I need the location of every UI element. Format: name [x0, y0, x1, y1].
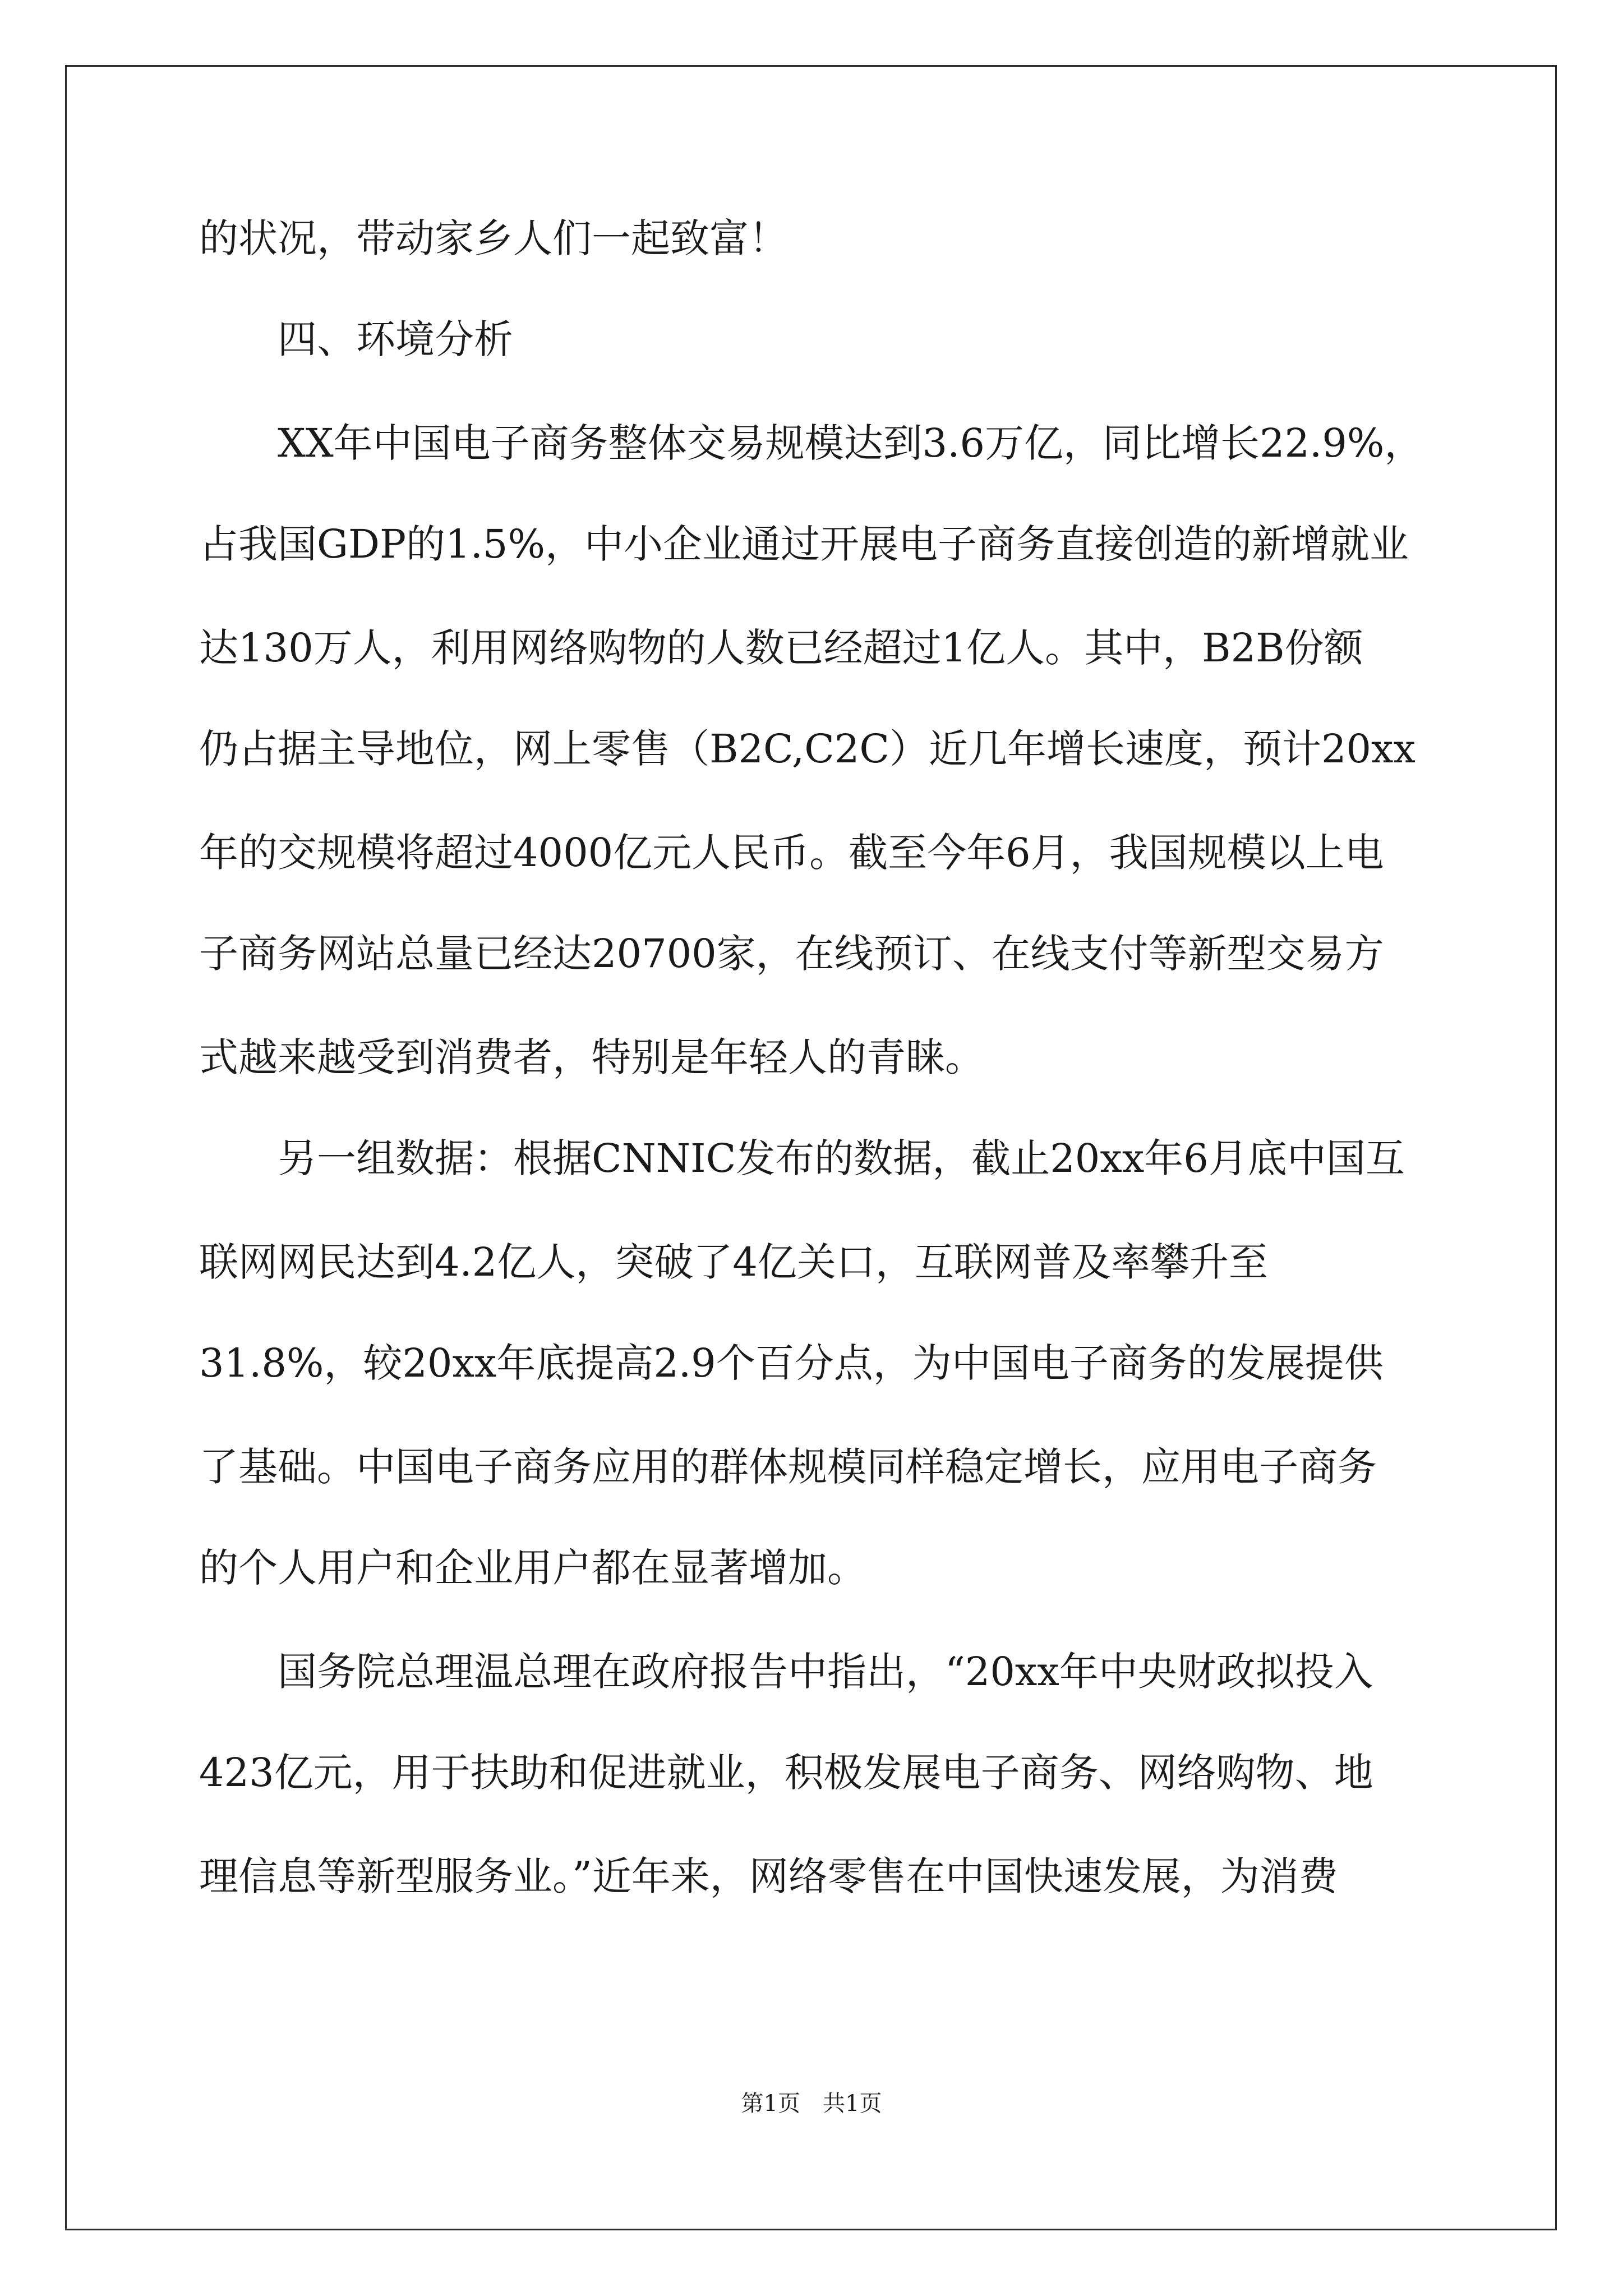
page-footer: 第1页 共1页 — [741, 2091, 882, 2116]
paragraph-line: XX年中国电子商务整体交易规模达到3.6万亿，同比增长22.9%， — [278, 420, 1424, 466]
paragraph-line: 子商务网站总量已经达20700家，在线预订、在线支付等新型交易方 — [199, 931, 1384, 977]
paragraph-line: 了基础。中国电子商务应用的群体规模同样稳定增长，应用电子商务 — [199, 1444, 1377, 1490]
paragraph-line: 年的交规模将超过4000亿元人民币。截至今年6月，我国规模以上电 — [199, 830, 1384, 876]
section-heading: 四、环境分析 — [278, 316, 513, 362]
paragraph-line: 理信息等新型服务业。”近年来，网络零售在中国快速发展，为消费 — [199, 1853, 1338, 1899]
paragraph-line: 联网网民达到4.2亿人，突破了4亿关口，互联网普及率攀升至 — [199, 1239, 1268, 1285]
paragraph-line: 国务院总理温总理在政府报告中指出，“20xx年中央财政拟投入 — [278, 1649, 1373, 1695]
paragraph-line: 423亿元，用于扶助和促进就业，积极发展电子商务、网络购物、地 — [199, 1750, 1373, 1796]
paragraph-line: 的个人用户和企业用户都在显著增加。 — [199, 1545, 866, 1591]
paragraph-line: 式越来越受到消费者，特别是年轻人的青睐。 — [199, 1034, 984, 1080]
text-line: 的状况，带动家乡人们一起致富！ — [199, 215, 788, 261]
paragraph-line: 31.8%，较20xx年底提高2.9个百分点，为中国电子商务的发展提供 — [199, 1340, 1384, 1386]
paragraph-line: 达130万人，利用网络购物的人数已经超过1亿人。其中，B2B份额 — [199, 625, 1363, 671]
paragraph-line: 占我国GDP的1.5%，中小企业通过开展电子商务直接创造的新增就业 — [199, 521, 1409, 567]
paragraph-line: 仍占据主导地位，网上零售（B2C,C2C）近几年增长速度，预计20xx — [199, 726, 1415, 772]
paragraph-line: 另一组数据：根据CNNIC发布的数据，截止20xx年6月底中国互 — [278, 1135, 1405, 1181]
